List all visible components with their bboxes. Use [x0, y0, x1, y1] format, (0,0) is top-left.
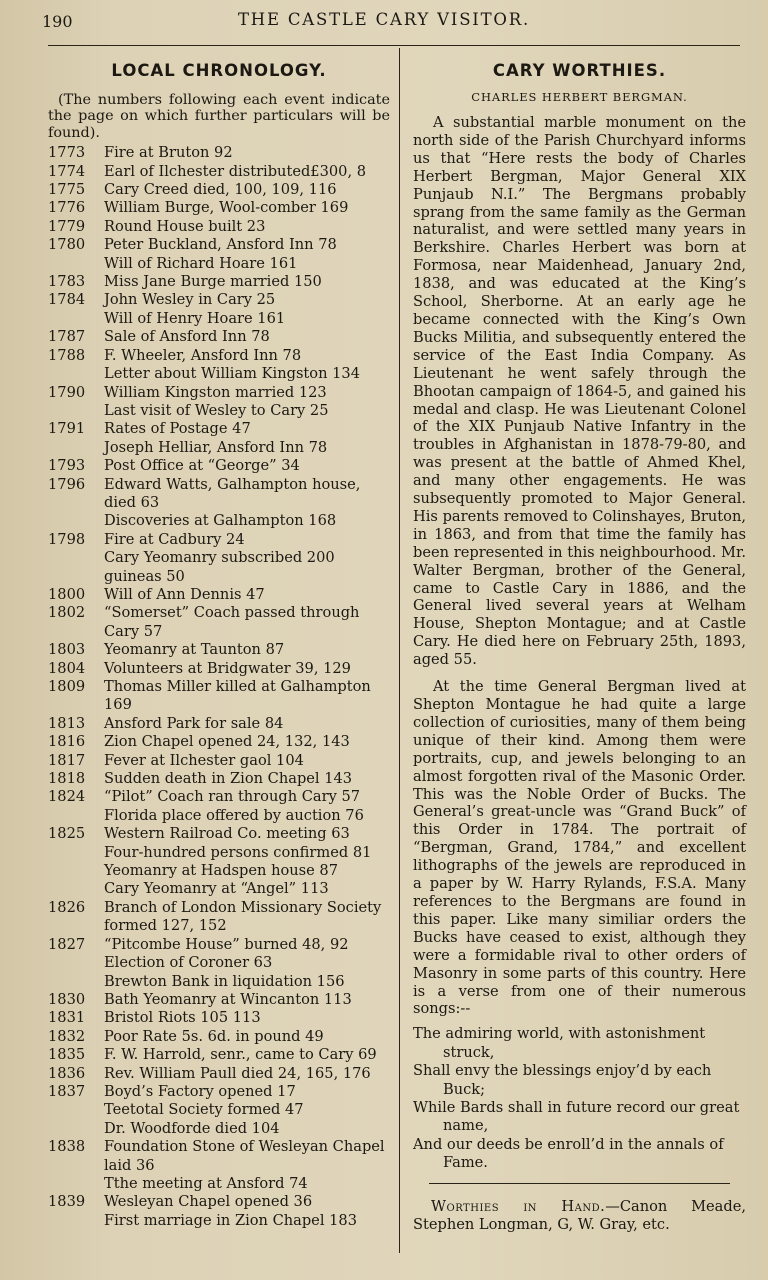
chronology-entry [48, 1212, 390, 1230]
chronology-year: 1827 [48, 935, 86, 953]
chronology-event: Peter Buckland, Ansford Inn 78 [104, 236, 337, 254]
chronology-year: 1773 [48, 144, 86, 162]
chronology-entry [48, 549, 390, 586]
chronology-year: 1803 [48, 641, 86, 659]
chronology-intro: (The numbers following each event indicate the page on which further particulars will be found). [48, 92, 390, 141]
chronology-event: Rates of Postage 47 [104, 420, 251, 438]
chronology-event: Sale of Ansford Inn 78 [104, 328, 270, 346]
chronology-entry [48, 420, 390, 438]
chronology-event: Fire at Cadbury 24 [104, 530, 245, 548]
cary-worthies-column [413, 60, 746, 1249]
chronology-year: 1837 [48, 1082, 86, 1100]
chronology-year: 1802 [48, 604, 86, 622]
chronology-year [48, 844, 104, 862]
worthies-label: Worthies in Hand. [431, 1197, 606, 1215]
chronology-year: 1784 [48, 291, 86, 309]
chronology-year: 1800 [48, 585, 86, 603]
chronology-year: 1798 [48, 530, 86, 548]
chronology-event: Miss Jane Burge married 150 [104, 273, 322, 291]
chronology-event: John Wesley in Cary 25 [104, 291, 276, 309]
chronology-entry [48, 1138, 390, 1175]
chronology-entry [48, 733, 390, 751]
chronology-year: 1816 [48, 733, 86, 751]
chronology-event: First marriage in Zion Chapel 183 [104, 1211, 357, 1229]
header-rule [48, 45, 740, 46]
chronology-year [48, 1212, 104, 1230]
chronology-year: 1775 [48, 181, 86, 199]
chronology-entry [48, 641, 390, 659]
chronology-year: 1780 [48, 236, 86, 254]
chronology-year: 1783 [48, 273, 86, 291]
chronology-event: Bristol Riots 105 113 [104, 1009, 261, 1027]
chronology-year: 1787 [48, 328, 86, 346]
chronology-event: Will of Ann Dennis 47 [104, 585, 265, 603]
chronology-event: “Pitcombe House” burned 48, 92 [104, 935, 349, 953]
chronology-year: 1779 [48, 217, 86, 235]
running-title: THE CASTLE CARY VISITOR. [237, 10, 531, 29]
chronology-year: 1838 [48, 1138, 86, 1156]
chronology-event: William Burge, Wool-comber 169 [104, 199, 349, 217]
chronology-year: 1832 [48, 1027, 86, 1045]
chronology-entry [48, 715, 390, 733]
chronology-year: 1826 [48, 898, 86, 916]
chronology-entry [48, 788, 390, 806]
chronology-year: 1818 [48, 770, 86, 788]
chronology-entry [48, 1120, 390, 1138]
chronology-event: Ansford Park for sale 84 [104, 714, 284, 732]
chronology-entry [48, 954, 390, 972]
chronology-event: F. W. Harrold, senr., came to Cary 69 [104, 1046, 377, 1064]
chronology-entry [48, 1046, 390, 1064]
chronology-entry [48, 807, 390, 825]
column-divider [399, 48, 400, 1253]
chronology-event: Fever at Ilchester gaol 104 [104, 751, 304, 769]
chronology-year [48, 310, 104, 328]
chronology-event: Discoveries at Galhampton 168 [104, 512, 337, 530]
article-subtitle: CHARLES HERBERT BERGMAN. [471, 90, 688, 104]
chronology-event: Cary Creed died, 100, 109, 116 [104, 181, 337, 199]
cary-worthies-title: CARY WORTHIES. [492, 61, 667, 80]
chronology-event: Volunteers at Bridgwater 39, 129 [104, 659, 351, 677]
chronology-entry [48, 678, 390, 715]
chronology-event: Poor Rate 5s. 6d. in pound 49 [104, 1027, 324, 1045]
chronology-entry [48, 531, 390, 549]
chronology-event: Teetotal Society formed 47 [104, 1101, 304, 1119]
chronology-entry [48, 273, 390, 291]
chronology-event: Florida place offered by auction 76 [104, 806, 364, 824]
chronology-event: Wesleyan Chapel opened 36 [104, 1193, 313, 1211]
chronology-entry [48, 236, 390, 254]
chronology-year [48, 439, 104, 457]
chronology-year [48, 1175, 104, 1193]
chronology-year: 1791 [48, 420, 86, 438]
chronology-entry [48, 181, 390, 199]
verse-rule [429, 1183, 730, 1184]
chronology-entry [48, 1175, 390, 1193]
chronology-event: Tthe meeting at Ansford 74 [104, 1174, 308, 1192]
chronology-year [48, 954, 104, 972]
chronology-event: Election of Coroner 63 [104, 954, 273, 972]
chronology-entry [48, 199, 390, 217]
chronology-entry [48, 1009, 390, 1027]
chronology-entry [48, 899, 390, 936]
chronology-year: 1824 [48, 788, 86, 806]
chronology-event: Yeomanry at Hadspen house 87 [104, 862, 338, 880]
page-number: 190 [42, 12, 73, 31]
chronology-event: William Kingston married 123 [104, 383, 327, 401]
chronology-entry [48, 604, 390, 641]
chronology-event: Thomas Miller killed at Galhampton 169 [104, 678, 371, 714]
chronology-entry [48, 365, 390, 383]
chronology-year [48, 512, 104, 530]
chronology-year: 1839 [48, 1193, 86, 1211]
chronology-entry [48, 218, 390, 236]
chronology-event: Rev. William Paull died 24, 165, 176 [104, 1064, 371, 1082]
chronology-entry [48, 439, 390, 457]
chronology-entry [48, 1028, 390, 1046]
verse-line: While Bards shall in future record our great name, [413, 1098, 740, 1135]
chronology-year [48, 1120, 104, 1138]
chronology-entry [48, 255, 390, 273]
chronology-year [48, 807, 104, 825]
chronology-year [48, 862, 104, 880]
chronology-year: 1774 [48, 162, 86, 180]
chronology-entry [48, 586, 390, 604]
chronology-year: 1817 [48, 751, 86, 769]
chronology-event: Sudden death in Zion Chapel 143 [104, 770, 353, 788]
chronology-event: Edward Watts, Galhampton house, died 63 [104, 475, 361, 511]
chronology-year [48, 1101, 104, 1119]
chronology-year: 1790 [48, 383, 86, 401]
chronology-year [48, 973, 104, 991]
chronology-event: F. Wheeler, Ansford Inn 78 [104, 346, 302, 364]
chronology-event: Earl of Ilchester distributed£300, 8 [104, 162, 367, 180]
chronology-event: Dr. Woodforde died 104 [104, 1119, 280, 1137]
chronology-entry [48, 1193, 390, 1211]
chronology-event: Will of Henry Hoare 161 [104, 309, 286, 327]
chronology-entry [48, 163, 390, 181]
chronology-event: Cary Yeomanry at “Angel” 113 [104, 880, 329, 898]
chronology-entry [48, 1083, 390, 1101]
chronology-event: Yeomanry at Taunton 87 [104, 641, 285, 659]
chronology-event: Cary Yeomanry subscribed 200 guineas 50 [104, 549, 335, 585]
chronology-year: 1793 [48, 457, 86, 475]
chronology-year: 1825 [48, 825, 86, 843]
chronology-event: Foundation Stone of Wesleyan Chapel laid 36 [104, 1138, 385, 1174]
chronology-list [48, 144, 390, 1230]
chronology-year: 1830 [48, 990, 86, 1008]
chronology-entry [48, 310, 390, 328]
local-chronology-column [48, 60, 390, 1230]
chronology-event: Fire at Bruton 92 [104, 144, 233, 162]
chronology-event: Bath Yeomanry at Wincanton 113 [104, 990, 352, 1008]
chronology-event: Zion Chapel opened 24, 132, 143 [104, 733, 350, 751]
chronology-event: Joseph Helliar, Ansford Inn 78 [104, 438, 328, 456]
chronology-entry [48, 936, 390, 954]
chronology-event: Round House built 23 [104, 217, 266, 235]
chronology-entry [48, 512, 390, 530]
chronology-year: 1835 [48, 1046, 86, 1064]
chronology-year: 1809 [48, 678, 86, 695]
chronology-entry [48, 862, 390, 880]
chronology-entry [48, 328, 390, 346]
chronology-event: Western Railroad Co. meeting 63 [104, 825, 350, 843]
chronology-year: 1804 [48, 659, 86, 677]
verse-line: The admiring world, with astonishment struck, [413, 1025, 706, 1061]
article-paragraph-1: A substantial marble monument on the north side of the Parish Churchyard informs us that “Here rests the body of Charles Herbert Bergman, Major General XIX Punjaub N.I.” The Bergmans probably sprang from the same family as the German naturalist, and were settled many years in Berkshire. Charles Herbert was born at Formosa, near Maidenhead, January 2nd, 1838, and was educated at the King’s School, Sherborne. At an early age he became connected with the King’s Own Bucks Militia, and subsequently entered the service of the East India Company. As Lieutenant he went safely through the Bhootan campaign of 1864-5, and gained his medal and clasp. He was Lieutenant Colonel of the XIX Punjaub Native Infantry in the troubles in Afghanistan in 1878-79-80, and was present at the battle of Ahmed Khel, and many other engagements. He was subsequently promoted to Major General. His parents removed to Colinshayes, Bruton, in 1863, and from that time the family has been represented in this neighbourhood. Mr. Walter Bergman, brother of the General, came to Castle Cary in 1886, and the General lived several years at Welham House, Shepton Montague; and at Castle Cary. He died here on February 25th, 1893, aged 55. [413, 114, 746, 669]
chronology-entry [48, 973, 390, 991]
chronology-entry [48, 291, 390, 309]
chronology-entry [48, 825, 390, 843]
verse [413, 1025, 746, 1172]
chronology-entry [48, 144, 390, 162]
chronology-entry [48, 991, 390, 1009]
local-chronology-title: LOCAL CHRONOLOGY. [111, 61, 327, 80]
worthies-in-hand [413, 1198, 746, 1235]
chronology-event: Letter about William Kingston 134 [104, 365, 360, 383]
chronology-entry [48, 880, 390, 898]
verse-line: And our deeds be enroll’d in the annals of Fame. [413, 1135, 724, 1172]
chronology-entry [48, 347, 390, 365]
chronology-event: Last visit of Wesley to Cary 25 [104, 401, 329, 419]
chronology-entry [48, 402, 390, 420]
chronology-entry [48, 660, 390, 678]
chronology-entry [48, 770, 390, 788]
chronology-entry [48, 1101, 390, 1119]
chronology-event: “Pilot” Coach ran through Cary 57 [104, 788, 361, 806]
chronology-year: 1788 [48, 346, 86, 364]
chronology-entry [48, 752, 390, 770]
chronology-year: 1776 [48, 199, 86, 217]
chronology-event: Post Office at “George” 34 [104, 457, 300, 475]
chronology-entry [48, 384, 390, 402]
chronology-event: Will of Richard Hoare 161 [104, 254, 298, 272]
chronology-event: Boyd’s Factory opened 17 [104, 1082, 296, 1100]
chronology-year [48, 549, 104, 586]
worthies-text: —Canon Meade, Stephen Longman, G, W. Gray, etc. [413, 1197, 746, 1233]
chronology-entry [48, 844, 390, 862]
chronology-entry [48, 1065, 390, 1083]
chronology-event: “Somerset” Coach passed through Cary 57 [104, 604, 360, 640]
article-paragraph-2: At the time General Bergman lived at Shepton Montague he had quite a large collection of curiosities, many of them being unique of their kind. Among them were portraits, cup, and jewels belonging to an almost forgotten rival of the Masonic Order. This was the Noble Order of Bucks. The General’s great-uncle was “Grand Buck” of this Order in 1784. The portrait of “Bergman, Grand, 1784,” and excellent lithographs of the jewels are reproduced in a paper by W. Harry Rylands, F.S.A. Many references to the Bergmans are found in this paper. Like many similiar orders the Bucks have ceased to exist, although they were a formidable rival to other orders of Masonry in some parts of this country. Here is a verse from one of their numerous songs:-- [413, 678, 746, 1018]
chronology-entry [48, 457, 390, 475]
chronology-event: Brewton Bank in liquidation 156 [104, 972, 345, 990]
chronology-year: 1813 [48, 714, 86, 732]
chronology-year [48, 880, 104, 898]
chronology-entry [48, 476, 390, 513]
chronology-year [48, 365, 104, 383]
chronology-event: Four-hundred persons confirmed 81 [104, 843, 372, 861]
chronology-year [48, 402, 104, 420]
chronology-year: 1836 [48, 1064, 86, 1082]
chronology-year: 1831 [48, 1009, 86, 1027]
chronology-year: 1796 [48, 475, 86, 493]
chronology-event: Branch of London Missionary Society formed 127, 152 [104, 898, 382, 935]
verse-line: Shall envy the blessings enjoy’d by each Buck; [413, 1062, 712, 1098]
chronology-year [48, 255, 104, 273]
